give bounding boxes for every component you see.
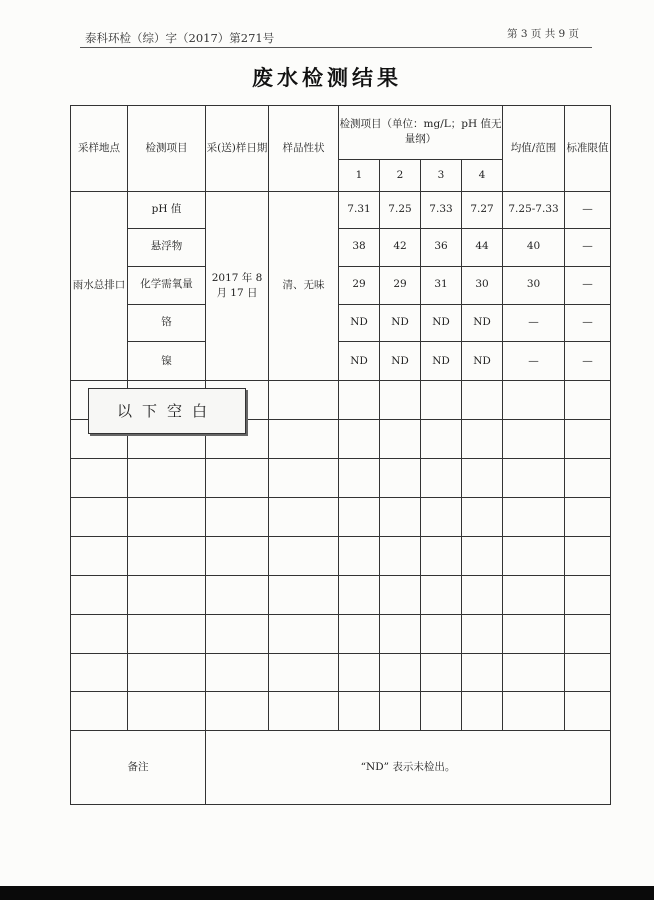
value-cell: ND [462,342,503,381]
document-number: 泰科环检（综）字（2017）第271号 [85,31,275,45]
scan-edge-bar [0,886,654,900]
average-cell: 40 [503,228,565,266]
empty-row [71,498,611,537]
col-header-item: 检测项目 [128,106,206,192]
value-cell: 7.31 [339,192,380,229]
standard-cell: — [565,342,611,381]
blank-below-stamp: 以下空白 [88,388,246,434]
item-cell: 镍 [128,342,206,381]
col-header-date: 采(送)样日期 [206,106,269,192]
col-header-sample-3: 3 [421,159,462,192]
col-header-average: 均值/范围 [503,106,565,192]
value-cell: 31 [421,266,462,304]
value-cell: ND [339,304,380,342]
value-cell: 7.27 [462,192,503,229]
standard-cell: — [565,192,611,229]
col-header-sample-1: 1 [339,159,380,192]
item-cell: 铬 [128,304,206,342]
value-cell: ND [380,304,421,342]
table-row [71,192,611,229]
empty-row [71,575,611,614]
remarks-label: 备注 [71,731,206,805]
value-cell: ND [421,342,462,381]
average-cell: — [503,304,565,342]
header-divider [80,47,592,48]
value-cell: 38 [339,228,380,266]
empty-row [71,459,611,498]
item-cell: 悬浮物 [128,228,206,266]
average-cell: 30 [503,266,565,304]
value-cell: 42 [380,228,421,266]
col-header-sample-4: 4 [462,159,503,192]
results-table [70,105,611,805]
value-cell: 30 [462,266,503,304]
page-indicator: 第 3 页 共 9 页 [507,28,580,40]
col-header-site: 采样地点 [71,106,128,192]
value-cell: ND [339,342,380,381]
value-cell: 7.33 [421,192,462,229]
properties-cell: 清、无味 [269,192,339,381]
value-cell: ND [380,342,421,381]
value-cell: 36 [421,228,462,266]
standard-cell: — [565,304,611,342]
value-cell: 29 [339,266,380,304]
standard-cell: — [565,266,611,304]
item-cell: pH 值 [128,192,206,229]
col-header-sample-2: 2 [380,159,421,192]
table-row [71,266,611,304]
value-cell: 7.25 [380,192,421,229]
empty-row [71,614,611,653]
item-cell: 化学需氧量 [128,266,206,304]
empty-row [71,536,611,575]
page-title: 废水检测结果 [252,65,402,90]
value-cell: ND [462,304,503,342]
value-cell: ND [421,304,462,342]
table-row [71,304,611,342]
average-cell: 7.25-7.33 [503,192,565,229]
value-cell: 44 [462,228,503,266]
remarks-row [71,731,611,805]
value-cell: 29 [380,266,421,304]
table-row [71,228,611,266]
average-cell: — [503,342,565,381]
remarks-text: “ND” 表示未检出。 [206,731,611,805]
table-row [71,342,611,381]
date-cell: 2017 年 8 月 17 日 [206,192,269,381]
col-header-standard: 标准限值 [565,106,611,192]
empty-row [71,692,611,731]
empty-row [71,653,611,692]
standard-cell: — [565,228,611,266]
col-header-properties: 样品性状 [269,106,339,192]
site-cell: 雨水总排口 [71,192,128,381]
col-header-results: 检测项目（单位：mg/L；pH 值无量纲） [339,106,503,160]
